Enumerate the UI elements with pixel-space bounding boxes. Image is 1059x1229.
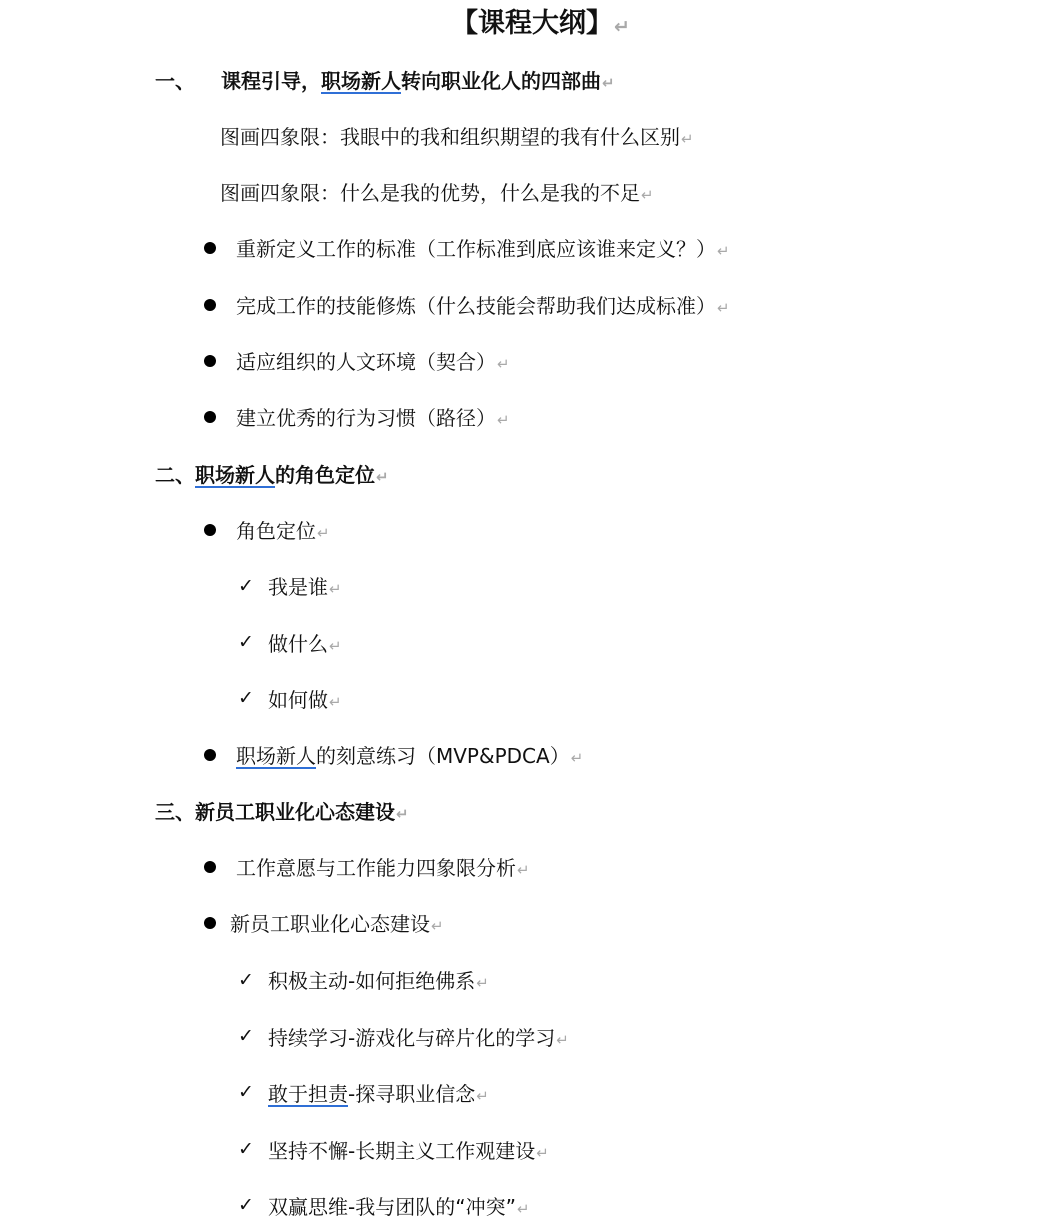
checkmark-icon: ✓	[238, 575, 254, 597]
checkmark-icon: ✓	[238, 631, 254, 653]
bullet-icon	[204, 242, 216, 254]
bullet-text: 重新定义工作的标准（工作标准到底应该谁来定义？）	[236, 237, 716, 261]
paragraph-mark: ↵	[317, 524, 330, 542]
check-text: 我是谁	[268, 575, 328, 599]
paragraph-mark: ↵	[329, 637, 342, 655]
bullet-text: 工作意愿与工作能力四象限分析	[236, 856, 516, 880]
section-1-title-tail: 转向职业化人的四部曲	[401, 69, 601, 93]
bullet-icon	[204, 749, 216, 761]
check-link[interactable]: 敢于担责	[268, 1082, 348, 1106]
section-1-intro-line	[220, 179, 654, 207]
bullet-icon	[204, 411, 216, 423]
section-2-title-link[interactable]: 职场新人	[195, 463, 275, 487]
checkmark-icon: ✓	[238, 1081, 254, 1103]
section-2-check-item	[268, 630, 342, 658]
section-3-check-item	[268, 1137, 549, 1165]
section-2-check-item	[268, 573, 342, 601]
section-2-number: 二、	[155, 463, 195, 487]
checkmark-icon: ✓	[238, 969, 254, 991]
intro-line-text: 图画四象限：什么是我的优势，什么是我的不足	[220, 181, 640, 205]
bullet-text: 完成工作的技能修炼（什么技能会帮助我们达成标准）	[236, 294, 716, 318]
paragraph-mark: ↵	[497, 411, 510, 429]
paragraph-mark: ↵	[396, 805, 409, 823]
section-1-bullet-item	[236, 292, 730, 320]
bullet-text: 的刻意练习（MVP&PDCA）	[316, 744, 570, 768]
checkmark-icon: ✓	[238, 687, 254, 709]
section-1-heading	[155, 67, 615, 95]
paragraph-mark: ↵	[431, 917, 444, 935]
paragraph-mark: ↵	[717, 242, 730, 260]
section-3-check-item	[268, 1080, 489, 1108]
bullet-link[interactable]: 职场新人	[236, 744, 316, 768]
paragraph-mark: ↵	[556, 1031, 569, 1049]
section-3-check-item	[268, 1193, 530, 1221]
section-3-check-item	[268, 967, 489, 995]
document-title-text: 【课程大纲】	[451, 8, 613, 39]
paragraph-mark: ↵	[329, 693, 342, 711]
section-3-bullet-item	[230, 910, 444, 938]
paragraph-mark: ↵	[329, 580, 342, 598]
section-2-bullet-item	[236, 517, 330, 545]
checkmark-icon: ✓	[238, 1025, 254, 1047]
paragraph-mark: ↵	[602, 74, 615, 92]
checkmark-icon: ✓	[238, 1194, 254, 1216]
section-1-bullet-item	[236, 348, 510, 376]
paragraph-mark: ↵	[476, 974, 489, 992]
paragraph-mark: ↵	[376, 468, 389, 486]
bullet-text: 建立优秀的行为习惯（路径）	[236, 406, 496, 430]
check-text: 坚持不懈-长期主义工作观建设	[268, 1139, 536, 1163]
section-3-bullet-item	[236, 854, 530, 882]
paragraph-mark: ↵	[497, 355, 510, 373]
paragraph-mark: ↵	[614, 16, 630, 38]
bullet-icon	[204, 299, 216, 311]
section-2-check-item	[268, 686, 342, 714]
paragraph-mark: ↵	[536, 1144, 549, 1162]
bullet-text: 角色定位	[236, 519, 316, 543]
check-text: 做什么	[268, 632, 328, 656]
paragraph-mark: ↵	[476, 1087, 489, 1105]
section-1-bullet-item	[236, 404, 510, 432]
section-1-bullet-item	[236, 235, 730, 263]
paragraph-mark: ↵	[681, 130, 694, 148]
section-3-number: 三、	[155, 800, 195, 824]
check-text: 如何做	[268, 688, 328, 712]
section-3-title: 新员工职业化心态建设	[195, 800, 395, 824]
section-2-title-tail: 的角色定位	[275, 463, 375, 487]
section-1-number: 一、	[155, 69, 195, 93]
bullet-text: 新员工职业化心态建设	[230, 912, 430, 936]
paragraph-mark: ↵	[517, 861, 530, 879]
document-title	[451, 6, 630, 42]
section-2-heading	[155, 461, 389, 489]
paragraph-mark: ↵	[570, 749, 584, 767]
paragraph-mark: ↵	[641, 186, 654, 204]
paragraph-mark: ↵	[717, 299, 730, 317]
bullet-icon	[204, 917, 216, 929]
bullet-text: 适应组织的人文环境（契合）	[236, 350, 496, 374]
bullet-icon	[204, 524, 216, 536]
bullet-icon	[204, 355, 216, 367]
section-1-intro-line	[220, 123, 694, 151]
section-3-check-item	[268, 1024, 569, 1052]
bullet-icon	[204, 861, 216, 873]
section-1-title-link[interactable]: 职场新人	[321, 69, 401, 93]
intro-line-text: 图画四象限：我眼中的我和组织期望的我有什么区别	[220, 125, 680, 149]
check-text: 持续学习-游戏化与碎片化的学习	[268, 1026, 556, 1050]
section-2-bullet-item	[236, 742, 583, 770]
paragraph-mark: ↵	[516, 1200, 530, 1218]
check-text: -探寻职业信念	[348, 1082, 476, 1106]
checkmark-icon: ✓	[238, 1138, 254, 1160]
section-1-title-lead: 课程引导，	[221, 69, 321, 93]
check-text: 积极主动-如何拒绝佛系	[268, 969, 476, 993]
section-3-heading	[155, 798, 409, 826]
check-text: 双赢思维-我与团队的“冲突”	[268, 1195, 516, 1219]
